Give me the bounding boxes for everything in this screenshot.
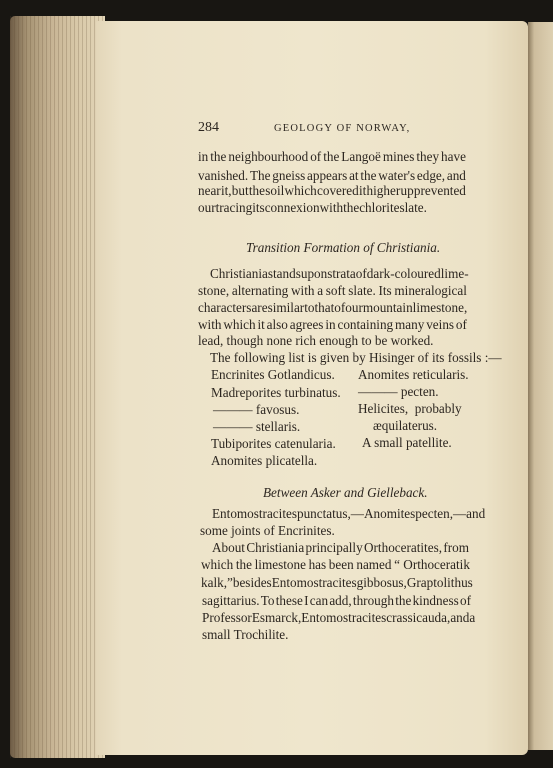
text-line: characters are similar to that of our mountain limestone, <box>198 300 468 315</box>
book-page-edges <box>10 16 105 758</box>
page-number: 284 <box>198 120 219 135</box>
running-title: GEOLOGY OF NORWAY, <box>274 123 411 134</box>
text-line: Entomostracites punctatus,—Anomites pecten,—and <box>212 506 486 521</box>
fossil-list-item: Tubiporites catenularia. <box>211 436 336 451</box>
text-line: which the limestone has been named “ Orthoceratik <box>201 557 470 572</box>
fossil-list-item: ——— stellaris. <box>213 419 301 434</box>
fossil-list-item: Anomites reticularis. <box>358 367 469 382</box>
fossil-list-item: Helicites, probably <box>358 401 462 416</box>
fossil-list-item: Encrinites Gotlandicus. <box>211 367 335 382</box>
text-line: Christiania stands upon strata of dark-coloured lime- <box>210 266 469 281</box>
text-line: About Christiania principally Orthoceratites, from <box>212 540 469 555</box>
text-line: with which it also agrees in containing many veins of <box>198 317 467 332</box>
text-line: near it, but the soil which covered it higher up prevented <box>198 183 466 198</box>
text-line: kalk,” besides Entomostracites gibbosus, Graptolithus <box>201 575 473 590</box>
fossil-list-item: A small patellite. <box>362 435 452 450</box>
fossil-list-item: Madreporites turbinatus. <box>211 385 341 400</box>
fossil-list-item: ——— favosus. <box>213 402 300 417</box>
text-line: lead, though none rich enough to be worked. <box>198 333 434 348</box>
fossil-list-item: æquilaterus. <box>373 418 438 433</box>
section-heading: Transition Formation of Christiania. <box>246 240 441 255</box>
text-line: stone, alternating with a soft slate. Its mineralogical <box>198 283 467 298</box>
text-line: small Trochilite. <box>202 627 289 642</box>
text-line: Professor Esmarck, Entomostracites crassicauda, and a <box>202 610 476 625</box>
fossil-list-item: ——— pecten. <box>358 384 439 399</box>
section-heading: Between Asker and Gielleback. <box>263 485 428 500</box>
text-line: The following list is given by Hisinger of its fossils :— <box>210 350 502 365</box>
next-page-edge <box>528 22 553 750</box>
text-line: sagittarius. To these I can add, through the kindness of <box>202 593 471 608</box>
fossil-list-item: Anomites plicatella. <box>211 453 318 468</box>
text-line: our tracing its connexion with the chlorite slate. <box>198 200 427 215</box>
text-line: vanished. The gneiss appears at the water's edge, and <box>198 168 466 183</box>
text-line: some joints of Encrinites. <box>200 523 335 538</box>
text-line: in the neighbourhood of the Langoë mines they have <box>198 149 466 164</box>
